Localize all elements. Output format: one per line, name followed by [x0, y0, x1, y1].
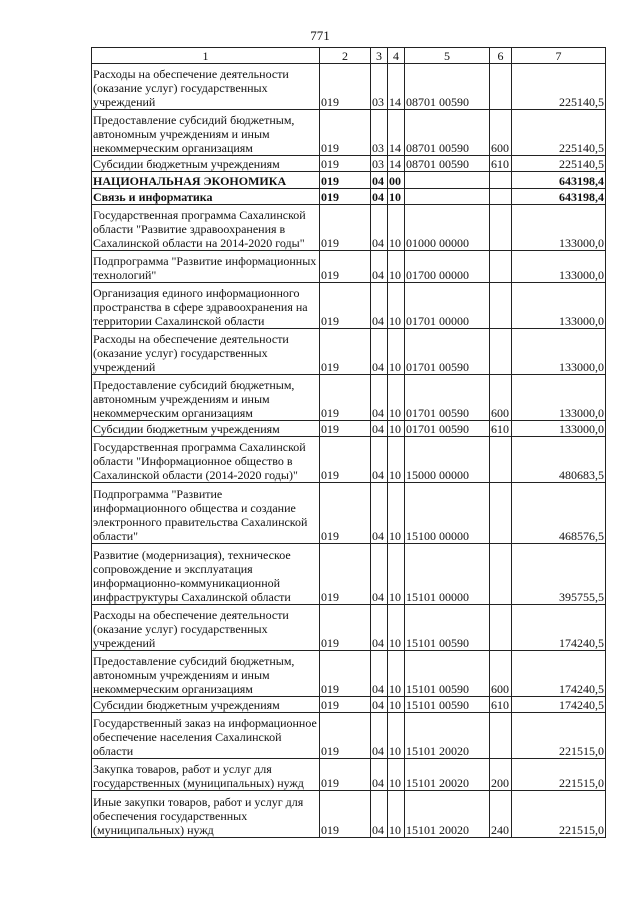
table-row — [92, 110, 606, 156]
table-row — [92, 251, 606, 283]
table-body — [92, 64, 606, 838]
table-row — [92, 421, 606, 437]
cell-admin-code: 019 — [320, 483, 371, 544]
cell-subsection: 10 — [388, 544, 405, 605]
cell-target-article — [405, 172, 490, 189]
cell-admin-code: 019 — [320, 189, 371, 205]
table-row — [92, 205, 606, 251]
cell-subsection: 10 — [388, 421, 405, 437]
cell-section: 04 — [371, 791, 388, 838]
cell-admin-code: 019 — [320, 64, 371, 110]
table-row — [92, 329, 606, 375]
cell-expense-type — [490, 205, 512, 251]
table-row — [92, 544, 606, 605]
cell-expense-type — [490, 251, 512, 283]
cell-subsection: 10 — [388, 437, 405, 483]
cell-amount: 133000,0 — [512, 421, 606, 437]
cell-target-article: 01700 00000 — [405, 251, 490, 283]
cell-section: 03 — [371, 64, 388, 110]
cell-target-article: 15101 20020 — [405, 759, 490, 791]
cell-target-article: 15000 00000 — [405, 437, 490, 483]
cell-expense-type: 200 — [490, 759, 512, 791]
cell-subsection: 00 — [388, 172, 405, 189]
cell-name: Расходы на обеспечение деятельности (оказание услуг) государственных учреждений — [92, 329, 320, 375]
table-row — [92, 791, 606, 838]
page-number: 771 — [310, 28, 330, 43]
cell-subsection: 14 — [388, 110, 405, 156]
cell-section: 04 — [371, 329, 388, 375]
cell-amount: 221515,0 — [512, 791, 606, 838]
cell-admin-code: 019 — [320, 283, 371, 329]
cell-expense-type — [490, 329, 512, 375]
cell-amount: 174240,5 — [512, 605, 606, 651]
cell-admin-code: 019 — [320, 437, 371, 483]
cell-target-article — [405, 189, 490, 205]
cell-expense-type — [490, 172, 512, 189]
col-header-1: 1 — [92, 48, 320, 64]
cell-admin-code: 019 — [320, 544, 371, 605]
cell-subsection: 10 — [388, 375, 405, 421]
cell-amount: 174240,5 — [512, 697, 606, 713]
cell-section: 04 — [371, 483, 388, 544]
cell-section: 04 — [371, 544, 388, 605]
cell-target-article: 08701 00590 — [405, 110, 490, 156]
cell-amount: 133000,0 — [512, 329, 606, 375]
cell-target-article: 15101 00590 — [405, 651, 490, 697]
cell-admin-code: 019 — [320, 421, 371, 437]
cell-expense-type: 600 — [490, 375, 512, 421]
cell-amount: 221515,0 — [512, 759, 606, 791]
table-row — [92, 651, 606, 697]
cell-target-article: 01701 00590 — [405, 329, 490, 375]
cell-target-article: 01701 00590 — [405, 375, 490, 421]
cell-expense-type: 610 — [490, 697, 512, 713]
cell-name: Субсидии бюджетным учреждениям — [92, 156, 320, 172]
cell-name: Расходы на обеспечение деятельности (оказание услуг) государственных учреждений — [92, 64, 320, 110]
col-header-7: 7 — [512, 48, 606, 64]
cell-name: Государственный заказ на информационное обеспечение населения Сахалинской области — [92, 713, 320, 759]
cell-name: Предоставление субсидий бюджетным, автономным учреждениям и иным некоммерческим организациям — [92, 110, 320, 156]
cell-subsection: 14 — [388, 156, 405, 172]
cell-admin-code: 019 — [320, 697, 371, 713]
cell-name: Предоставление субсидий бюджетным, автономным учреждениям и иным некоммерческим организациям — [92, 651, 320, 697]
cell-expense-type: 610 — [490, 421, 512, 437]
cell-target-article: 15100 00000 — [405, 483, 490, 544]
cell-amount: 133000,0 — [512, 205, 606, 251]
cell-name: Развитие (модернизация), техническое сопровождение и эксплуатация информационно-коммуникационной инфраструктуры Сахалинской области — [92, 544, 320, 605]
cell-target-article: 08701 00590 — [405, 156, 490, 172]
cell-target-article: 08701 00590 — [405, 64, 490, 110]
col-header-5: 5 — [405, 48, 490, 64]
cell-target-article: 15101 00590 — [405, 605, 490, 651]
cell-subsection: 10 — [388, 205, 405, 251]
cell-subsection: 10 — [388, 189, 405, 205]
cell-amount: 468576,5 — [512, 483, 606, 544]
table-row — [92, 713, 606, 759]
cell-subsection: 10 — [388, 713, 405, 759]
cell-amount: 480683,5 — [512, 437, 606, 483]
cell-admin-code: 019 — [320, 759, 371, 791]
cell-section: 04 — [371, 375, 388, 421]
cell-admin-code: 019 — [320, 605, 371, 651]
cell-target-article: 15101 00590 — [405, 697, 490, 713]
cell-expense-type — [490, 189, 512, 205]
cell-section: 04 — [371, 283, 388, 329]
cell-section: 04 — [371, 651, 388, 697]
cell-admin-code: 019 — [320, 713, 371, 759]
cell-target-article: 01701 00000 — [405, 283, 490, 329]
cell-subsection: 10 — [388, 651, 405, 697]
cell-expense-type: 600 — [490, 110, 512, 156]
cell-section: 04 — [371, 421, 388, 437]
cell-admin-code: 019 — [320, 156, 371, 172]
cell-section: 04 — [371, 205, 388, 251]
cell-name: Предоставление субсидий бюджетным, автономным учреждениям и иным некоммерческим организациям — [92, 375, 320, 421]
cell-expense-type — [490, 544, 512, 605]
cell-name: Организация единого информационного пространства в сфере здравоохранения на территории Сахалинской области — [92, 283, 320, 329]
budget-table — [91, 47, 606, 838]
cell-name: Государственная программа Сахалинской области "Развитие здравоохранения в Сахалинской области на 2014-2020 годы" — [92, 205, 320, 251]
cell-expense-type: 610 — [490, 156, 512, 172]
cell-subsection: 10 — [388, 605, 405, 651]
cell-section: 04 — [371, 251, 388, 283]
table-row — [92, 605, 606, 651]
cell-section: 04 — [371, 713, 388, 759]
cell-target-article: 01701 00590 — [405, 421, 490, 437]
cell-expense-type — [490, 437, 512, 483]
cell-section: 04 — [371, 437, 388, 483]
cell-name: Субсидии бюджетным учреждениям — [92, 697, 320, 713]
cell-section: 04 — [371, 605, 388, 651]
cell-subsection: 10 — [388, 791, 405, 838]
table-row — [92, 759, 606, 791]
col-header-2: 2 — [320, 48, 371, 64]
cell-amount: 133000,0 — [512, 251, 606, 283]
col-header-6: 6 — [490, 48, 512, 64]
cell-name: Расходы на обеспечение деятельности (оказание услуг) государственных учреждений — [92, 605, 320, 651]
cell-amount: 133000,0 — [512, 375, 606, 421]
col-header-4: 4 — [388, 48, 405, 64]
cell-name: Государственная программа Сахалинской области "Информационное общество в Сахалинской области (2014-2020 годы)" — [92, 437, 320, 483]
cell-expense-type — [490, 605, 512, 651]
cell-name: Закупка товаров, работ и услуг для государственных (муниципальных) нужд — [92, 759, 320, 791]
table-row — [92, 189, 606, 205]
cell-section: 04 — [371, 189, 388, 205]
cell-name: Подпрограмма "Развитие информационных технологий" — [92, 251, 320, 283]
table-row — [92, 172, 606, 189]
header-row — [92, 48, 606, 64]
cell-name: Связь и информатика — [92, 189, 320, 205]
cell-admin-code: 019 — [320, 651, 371, 697]
cell-admin-code: 019 — [320, 205, 371, 251]
cell-amount: 643198,4 — [512, 172, 606, 189]
cell-section: 04 — [371, 172, 388, 189]
cell-target-article: 15101 00000 — [405, 544, 490, 605]
cell-subsection: 10 — [388, 251, 405, 283]
cell-amount: 133000,0 — [512, 283, 606, 329]
cell-amount: 225140,5 — [512, 110, 606, 156]
cell-subsection: 10 — [388, 283, 405, 329]
table-row — [92, 64, 606, 110]
cell-expense-type: 600 — [490, 651, 512, 697]
col-header-3: 3 — [371, 48, 388, 64]
cell-subsection: 10 — [388, 759, 405, 791]
cell-target-article: 01000 00000 — [405, 205, 490, 251]
cell-name: Подпрограмма "Развитие информационного общества и создание электронного правительства Сахалинской области" — [92, 483, 320, 544]
cell-name: НАЦИОНАЛЬНАЯ ЭКОНОМИКА — [92, 172, 320, 189]
cell-amount: 225140,5 — [512, 156, 606, 172]
cell-amount: 221515,0 — [512, 713, 606, 759]
cell-expense-type — [490, 713, 512, 759]
cell-amount: 225140,5 — [512, 64, 606, 110]
cell-target-article: 15101 20020 — [405, 713, 490, 759]
cell-section: 04 — [371, 697, 388, 713]
cell-expense-type — [490, 283, 512, 329]
cell-amount: 174240,5 — [512, 651, 606, 697]
cell-expense-type: 240 — [490, 791, 512, 838]
cell-subsection: 10 — [388, 697, 405, 713]
table-row — [92, 156, 606, 172]
table-row — [92, 437, 606, 483]
cell-section: 04 — [371, 759, 388, 791]
cell-subsection: 14 — [388, 64, 405, 110]
cell-admin-code: 019 — [320, 110, 371, 156]
cell-amount: 643198,4 — [512, 189, 606, 205]
cell-admin-code: 019 — [320, 329, 371, 375]
cell-admin-code: 019 — [320, 251, 371, 283]
cell-subsection: 10 — [388, 329, 405, 375]
cell-admin-code: 019 — [320, 172, 371, 189]
cell-subsection: 10 — [388, 483, 405, 544]
table-row — [92, 697, 606, 713]
cell-section: 03 — [371, 110, 388, 156]
cell-admin-code: 019 — [320, 375, 371, 421]
cell-expense-type — [490, 64, 512, 110]
table-row — [92, 283, 606, 329]
cell-target-article: 15101 20020 — [405, 791, 490, 838]
table-row — [92, 483, 606, 544]
table-row — [92, 375, 606, 421]
cell-section: 03 — [371, 156, 388, 172]
cell-expense-type — [490, 483, 512, 544]
cell-name: Иные закупки товаров, работ и услуг для обеспечения государственных (муниципальных) нужд — [92, 791, 320, 838]
cell-name: Субсидии бюджетным учреждениям — [92, 421, 320, 437]
cell-admin-code: 019 — [320, 791, 371, 838]
cell-amount: 395755,5 — [512, 544, 606, 605]
